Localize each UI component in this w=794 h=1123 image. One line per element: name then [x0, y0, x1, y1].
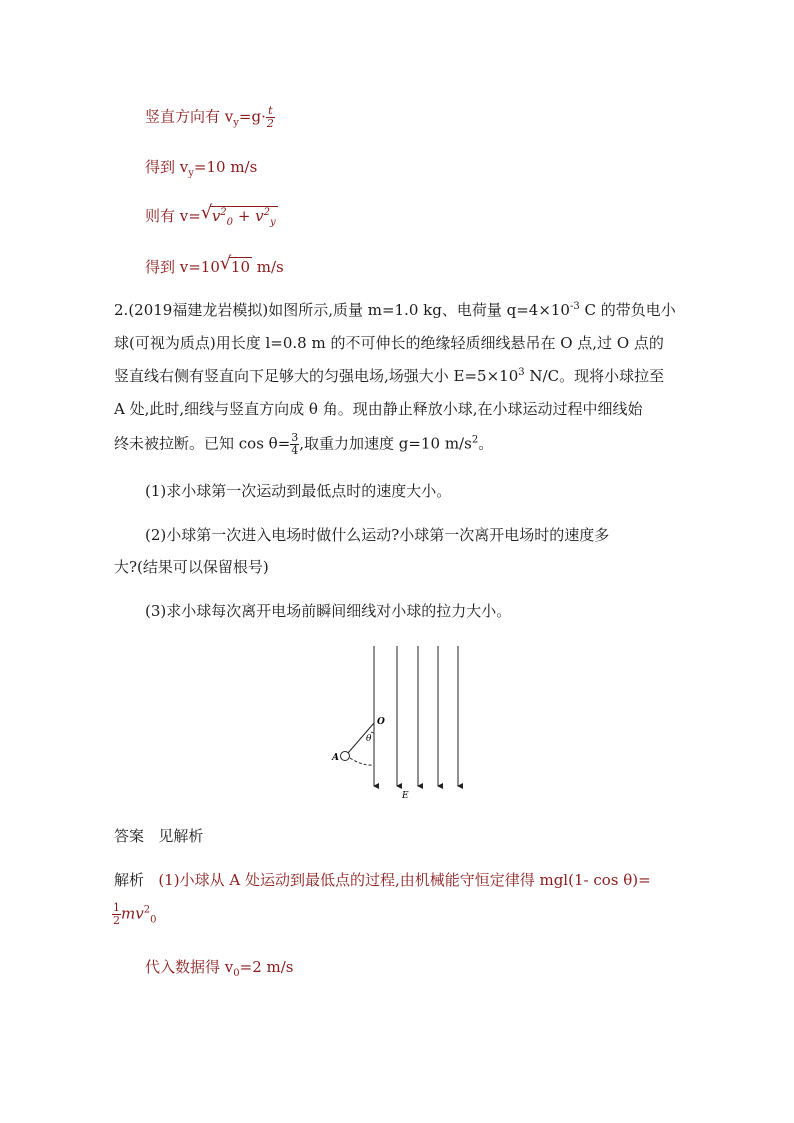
- analysis-mv: mv: [121, 904, 144, 923]
- vertical-velocity-line: [145, 105, 275, 130]
- half-fraction: [112, 902, 121, 927]
- cos-fraction: [290, 432, 299, 457]
- vertical-mid: =g·: [238, 107, 266, 126]
- problem-line-5: [114, 432, 493, 457]
- label-e: E: [402, 791, 409, 801]
- problem-line-1: [114, 300, 676, 320]
- result-sqrt: √ 10: [219, 253, 250, 276]
- question-2-line-1: (2)小球第一次进入电场时做什么运动?小球第一次离开电场时的速度多: [145, 526, 610, 544]
- sqrt-plus-vy: + v: [233, 207, 264, 225]
- electric-field-figure: [0, 640, 794, 840]
- vy-result-line: [145, 157, 257, 177]
- problem-line-1-text: (2019福建龙岩模拟)如图所示,质量 m=1.0 kg、电荷量 q=4×10: [128, 301, 570, 319]
- cos-frac-num: 3: [291, 431, 299, 444]
- sqrt-vy-sub: y: [270, 217, 276, 228]
- analysis-line-1-text: (1)小球从 A 处运动到最低点的过程,由机械能守恒定律得 mgl(1- cos θ)=: [158, 871, 651, 889]
- problem-line-5-mid: ,取重力加速度 g=10 m/s: [299, 434, 472, 453]
- problem-line-3: [114, 366, 664, 386]
- frac-den: 2: [266, 117, 274, 130]
- answer-label: 答案: [114, 827, 145, 845]
- problem-line-1-tail: C 的带负电小: [579, 301, 676, 319]
- label-theta: θ: [366, 734, 372, 744]
- problem-line-5-pre: 终未被拉断。已知 cos θ=: [114, 434, 291, 453]
- analysis-mv-sup: 2: [143, 904, 151, 916]
- analysis-mv-sub: 0: [150, 914, 157, 926]
- vy-sub: y: [188, 168, 194, 179]
- v-result-line: [145, 253, 284, 277]
- question-3: (3)求小球每次离开电场前瞬间细线对小球的拉力大小。: [145, 602, 512, 620]
- t-over-2-fraction: [266, 105, 275, 130]
- result-prefix: 得到 v=10: [145, 258, 220, 276]
- analysis-line-1: [114, 870, 651, 890]
- then-prefix: 则有 v=: [145, 207, 201, 225]
- analysis-line-2: [112, 902, 156, 927]
- label-a: A: [332, 753, 339, 763]
- problem-line-3-pre: 竖直线右侧有竖直向下足够大的匀强电场,场强大小 E=5×10: [114, 367, 519, 385]
- analysis-label: 解析: [114, 871, 145, 889]
- problem-number: 2.: [114, 301, 129, 319]
- answer-text: 见解析: [158, 827, 204, 845]
- ball-a: [341, 752, 350, 761]
- vy-value: =10 m/s: [193, 158, 258, 176]
- problem-line-2: 球(可视为质点)用长度 l=0.8 m 的不可伸长的绝缘轻质细线悬吊在 O 点,过 O 点的: [114, 334, 664, 352]
- problem-line-5-tail: 。: [478, 434, 494, 453]
- analysis-line-3: [145, 957, 293, 977]
- label-o: O: [377, 717, 385, 727]
- vertical-sub: y: [233, 117, 239, 129]
- sqrt-v0: v: [211, 207, 221, 225]
- field-exponent: 3: [518, 367, 525, 378]
- g-exponent: 2: [471, 434, 479, 446]
- question-2-line-2: 大?(结果可以保留根号): [114, 558, 269, 576]
- problem-line-4: A 处,此时,细线与竖直方向成 θ 角。现由静止释放小球,在小球运动过程中细线始: [114, 400, 643, 418]
- swing-path: [350, 758, 374, 765]
- sqrt-vy-sup: 2: [263, 207, 271, 218]
- sqrt-v0-sup: 2: [220, 207, 227, 218]
- question-1: (1)求小球第一次运动到最低点时的速度大小。: [145, 482, 452, 500]
- cos-frac-den: 4: [291, 444, 299, 457]
- problem-line-3-tail: N/C。现将小球拉至: [524, 367, 665, 385]
- analysis-line-3-prefix: 代入数据得 v: [145, 958, 234, 976]
- vertical-prefix: 竖直方向有 v: [145, 107, 234, 126]
- frac-num: t: [266, 105, 275, 118]
- result-sqrt-value: 10: [230, 258, 250, 276]
- result-unit: m/s: [252, 258, 284, 276]
- v-formula-line: [145, 202, 278, 228]
- analysis-line-3-value: =2 m/s: [239, 958, 294, 976]
- sqrt-expression: √ $v^2_0 + v^2_y$: [200, 202, 276, 228]
- charge-exponent: -3: [569, 301, 580, 312]
- half-den: 2: [113, 914, 120, 927]
- analysis-line-3-sub: 0: [233, 968, 240, 979]
- answer-line: [114, 826, 203, 846]
- half-num: 1: [113, 901, 120, 914]
- vy-prefix: 得到 v: [145, 158, 189, 176]
- sqrt-v0-sub: 0: [226, 217, 234, 228]
